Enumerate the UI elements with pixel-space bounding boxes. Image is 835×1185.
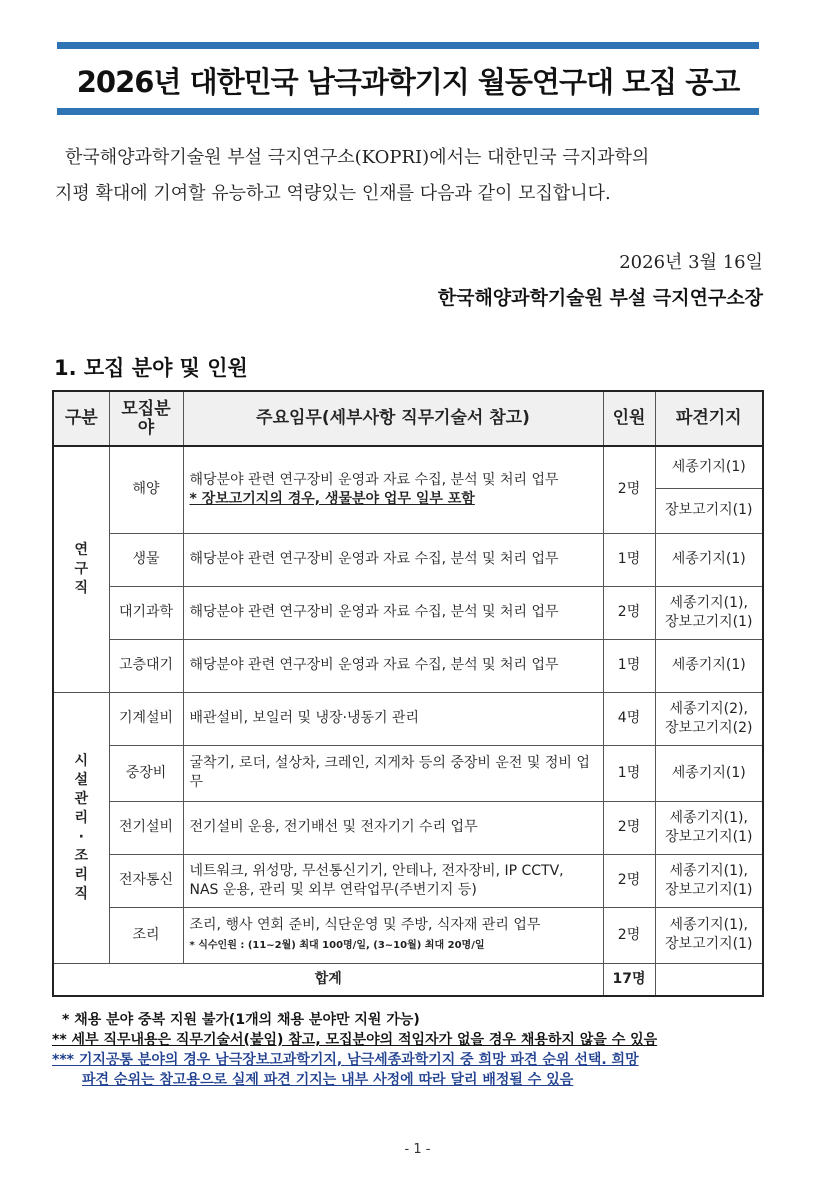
intro-line-1: 한국해양과학기술원 부설 극지연구소(KOPRI)에서는 대한민국 극지과학의 — [65, 147, 650, 168]
base-cell: 세종기지(1) — [655, 639, 763, 692]
total-empty-cell — [655, 963, 763, 996]
table-row — [53, 745, 763, 801]
recruitment-table — [52, 390, 764, 997]
issuer-name: 한국해양과학기술원 부설 극지연구소장 — [437, 287, 763, 309]
header-base: 파견기지 — [655, 391, 763, 446]
table-row — [53, 907, 763, 963]
notice-date: 2026년 3월 16일 — [619, 252, 763, 273]
category-facility: 시 설 관 리 · 조 리 직 — [53, 692, 109, 963]
duty-cell: 해당분야 관련 연구장비 운영과 자료 수집, 분석 및 처리 업무 — [183, 586, 603, 639]
field-cell: 전자통신 — [109, 854, 183, 907]
duty-cell: 배관설비, 보일러 및 냉장·냉동기 관리 — [183, 692, 603, 745]
table-row — [53, 801, 763, 854]
duty-cell: 전기설비 운용, 전기배선 및 전자기기 수리 업무 — [183, 801, 603, 854]
table-header-row — [53, 391, 763, 446]
count-cell: 4명 — [603, 692, 655, 745]
field-cell: 대기과학 — [109, 586, 183, 639]
page-title: 2026년 대한민국 남극과학기지 월동연구대 모집 공고 — [76, 65, 740, 99]
section-title: 1. 모집 분야 및 인원 — [54, 356, 248, 380]
field-cell: 기계설비 — [109, 692, 183, 745]
total-label: 합계 — [53, 963, 603, 996]
field-cell: 고층대기 — [109, 639, 183, 692]
base-cell: 세종기지(2), 장보고기지(2) — [655, 692, 763, 745]
footnotes — [52, 1010, 772, 1090]
table-row — [53, 446, 763, 488]
base-cell: 세종기지(1), 장보고기지(1) — [655, 907, 763, 963]
table-row — [53, 533, 763, 586]
table-row — [53, 586, 763, 639]
field-cell: 전기설비 — [109, 801, 183, 854]
duty-note: * 장보고기지의 경우, 생물분야 업무 일부 포함 — [189, 490, 475, 507]
base-cell: 장보고기지(1) — [655, 488, 763, 533]
count-cell: 2명 — [603, 446, 655, 533]
header-category: 구분 — [53, 391, 109, 446]
footnote-2: ** 세부 직무내용은 직무기술서(붙임) 참고, 모집분야의 적임자가 없을 경우 채용하지 않을 수 있음 — [52, 1032, 658, 1048]
title-bottom-rule — [57, 108, 759, 115]
header-field: 모집분야 — [109, 391, 183, 446]
table-total-row — [53, 963, 763, 996]
duty-cell: 네트워크, 위성망, 무선통신기기, 안테나, 전자장비, IP CCTV, NAS 운용, 관리 및 외부 연락업무(주변기지 등) — [183, 854, 603, 907]
count-cell: 1명 — [603, 639, 655, 692]
duty-cell: 굴착기, 로더, 설상차, 크레인, 지게차 등의 중장비 운전 및 정비 업무 — [183, 745, 603, 801]
field-cell: 생물 — [109, 533, 183, 586]
duty-cell: 조리, 행사 연회 준비, 식단운영 및 주방, 식자재 관리 업무 * 식수인원 : (11~2월) 최대 100명/일, (3~10월) 최대 20명/일 — [183, 907, 603, 963]
duty-cell: 해당분야 관련 연구장비 운영과 자료 수집, 분석 및 처리 업무 * 장보고기지의 경우, 생물분야 업무 일부 포함 — [183, 446, 603, 533]
field-cell: 조리 — [109, 907, 183, 963]
intro-line-2: 지평 확대에 기여할 유능하고 역량있는 인재를 다음과 같이 모집합니다. — [55, 183, 611, 204]
count-cell: 1명 — [603, 745, 655, 801]
base-cell: 세종기지(1), 장보고기지(1) — [655, 586, 763, 639]
field-cell: 중장비 — [109, 745, 183, 801]
intro-paragraph — [55, 140, 767, 212]
count-cell: 2명 — [603, 801, 655, 854]
category-research: 연 구 직 — [53, 446, 109, 692]
count-cell: 2명 — [603, 907, 655, 963]
count-cell: 1명 — [603, 533, 655, 586]
duty-note: * 식수인원 : (11~2월) 최대 100명/일, (3~10월) 최대 20명/일 — [189, 939, 485, 951]
footnote-3-continued: 파견 순위는 참고용으로 실제 파견 기지는 내부 사정에 따라 달리 배정될 수 있음 — [82, 1072, 574, 1088]
count-cell: 2명 — [603, 586, 655, 639]
header-duty: 주요임무(세부사항 직무기술서 참고) — [183, 391, 603, 446]
footnote-3: *** 기지공통 분야의 경우 남극장보고과학기지, 남극세종과학기지 중 희망 파견 순위 선택. 희망 — [52, 1052, 639, 1068]
table-row — [53, 639, 763, 692]
header-count: 인원 — [603, 391, 655, 446]
base-cell: 세종기지(1) — [655, 446, 763, 488]
footnote-1: * 채용 분야 중복 지원 불가(1개의 채용 분야만 지원 가능) — [62, 1012, 420, 1028]
title-top-rule — [57, 42, 759, 49]
duty-cell: 해당분야 관련 연구장비 운영과 자료 수집, 분석 및 처리 업무 — [183, 639, 603, 692]
count-cell: 2명 — [603, 854, 655, 907]
total-count: 17명 — [603, 963, 655, 996]
base-cell: 세종기지(1) — [655, 745, 763, 801]
base-cell: 세종기지(1), 장보고기지(1) — [655, 854, 763, 907]
base-cell: 세종기지(1), 장보고기지(1) — [655, 801, 763, 854]
page-number: - 1 - — [404, 1142, 431, 1157]
table-row — [53, 854, 763, 907]
duty-cell: 해당분야 관련 연구장비 운영과 자료 수집, 분석 및 처리 업무 — [183, 533, 603, 586]
field-cell: 해양 — [109, 446, 183, 533]
table-row — [53, 692, 763, 745]
base-cell: 세종기지(1) — [655, 533, 763, 586]
